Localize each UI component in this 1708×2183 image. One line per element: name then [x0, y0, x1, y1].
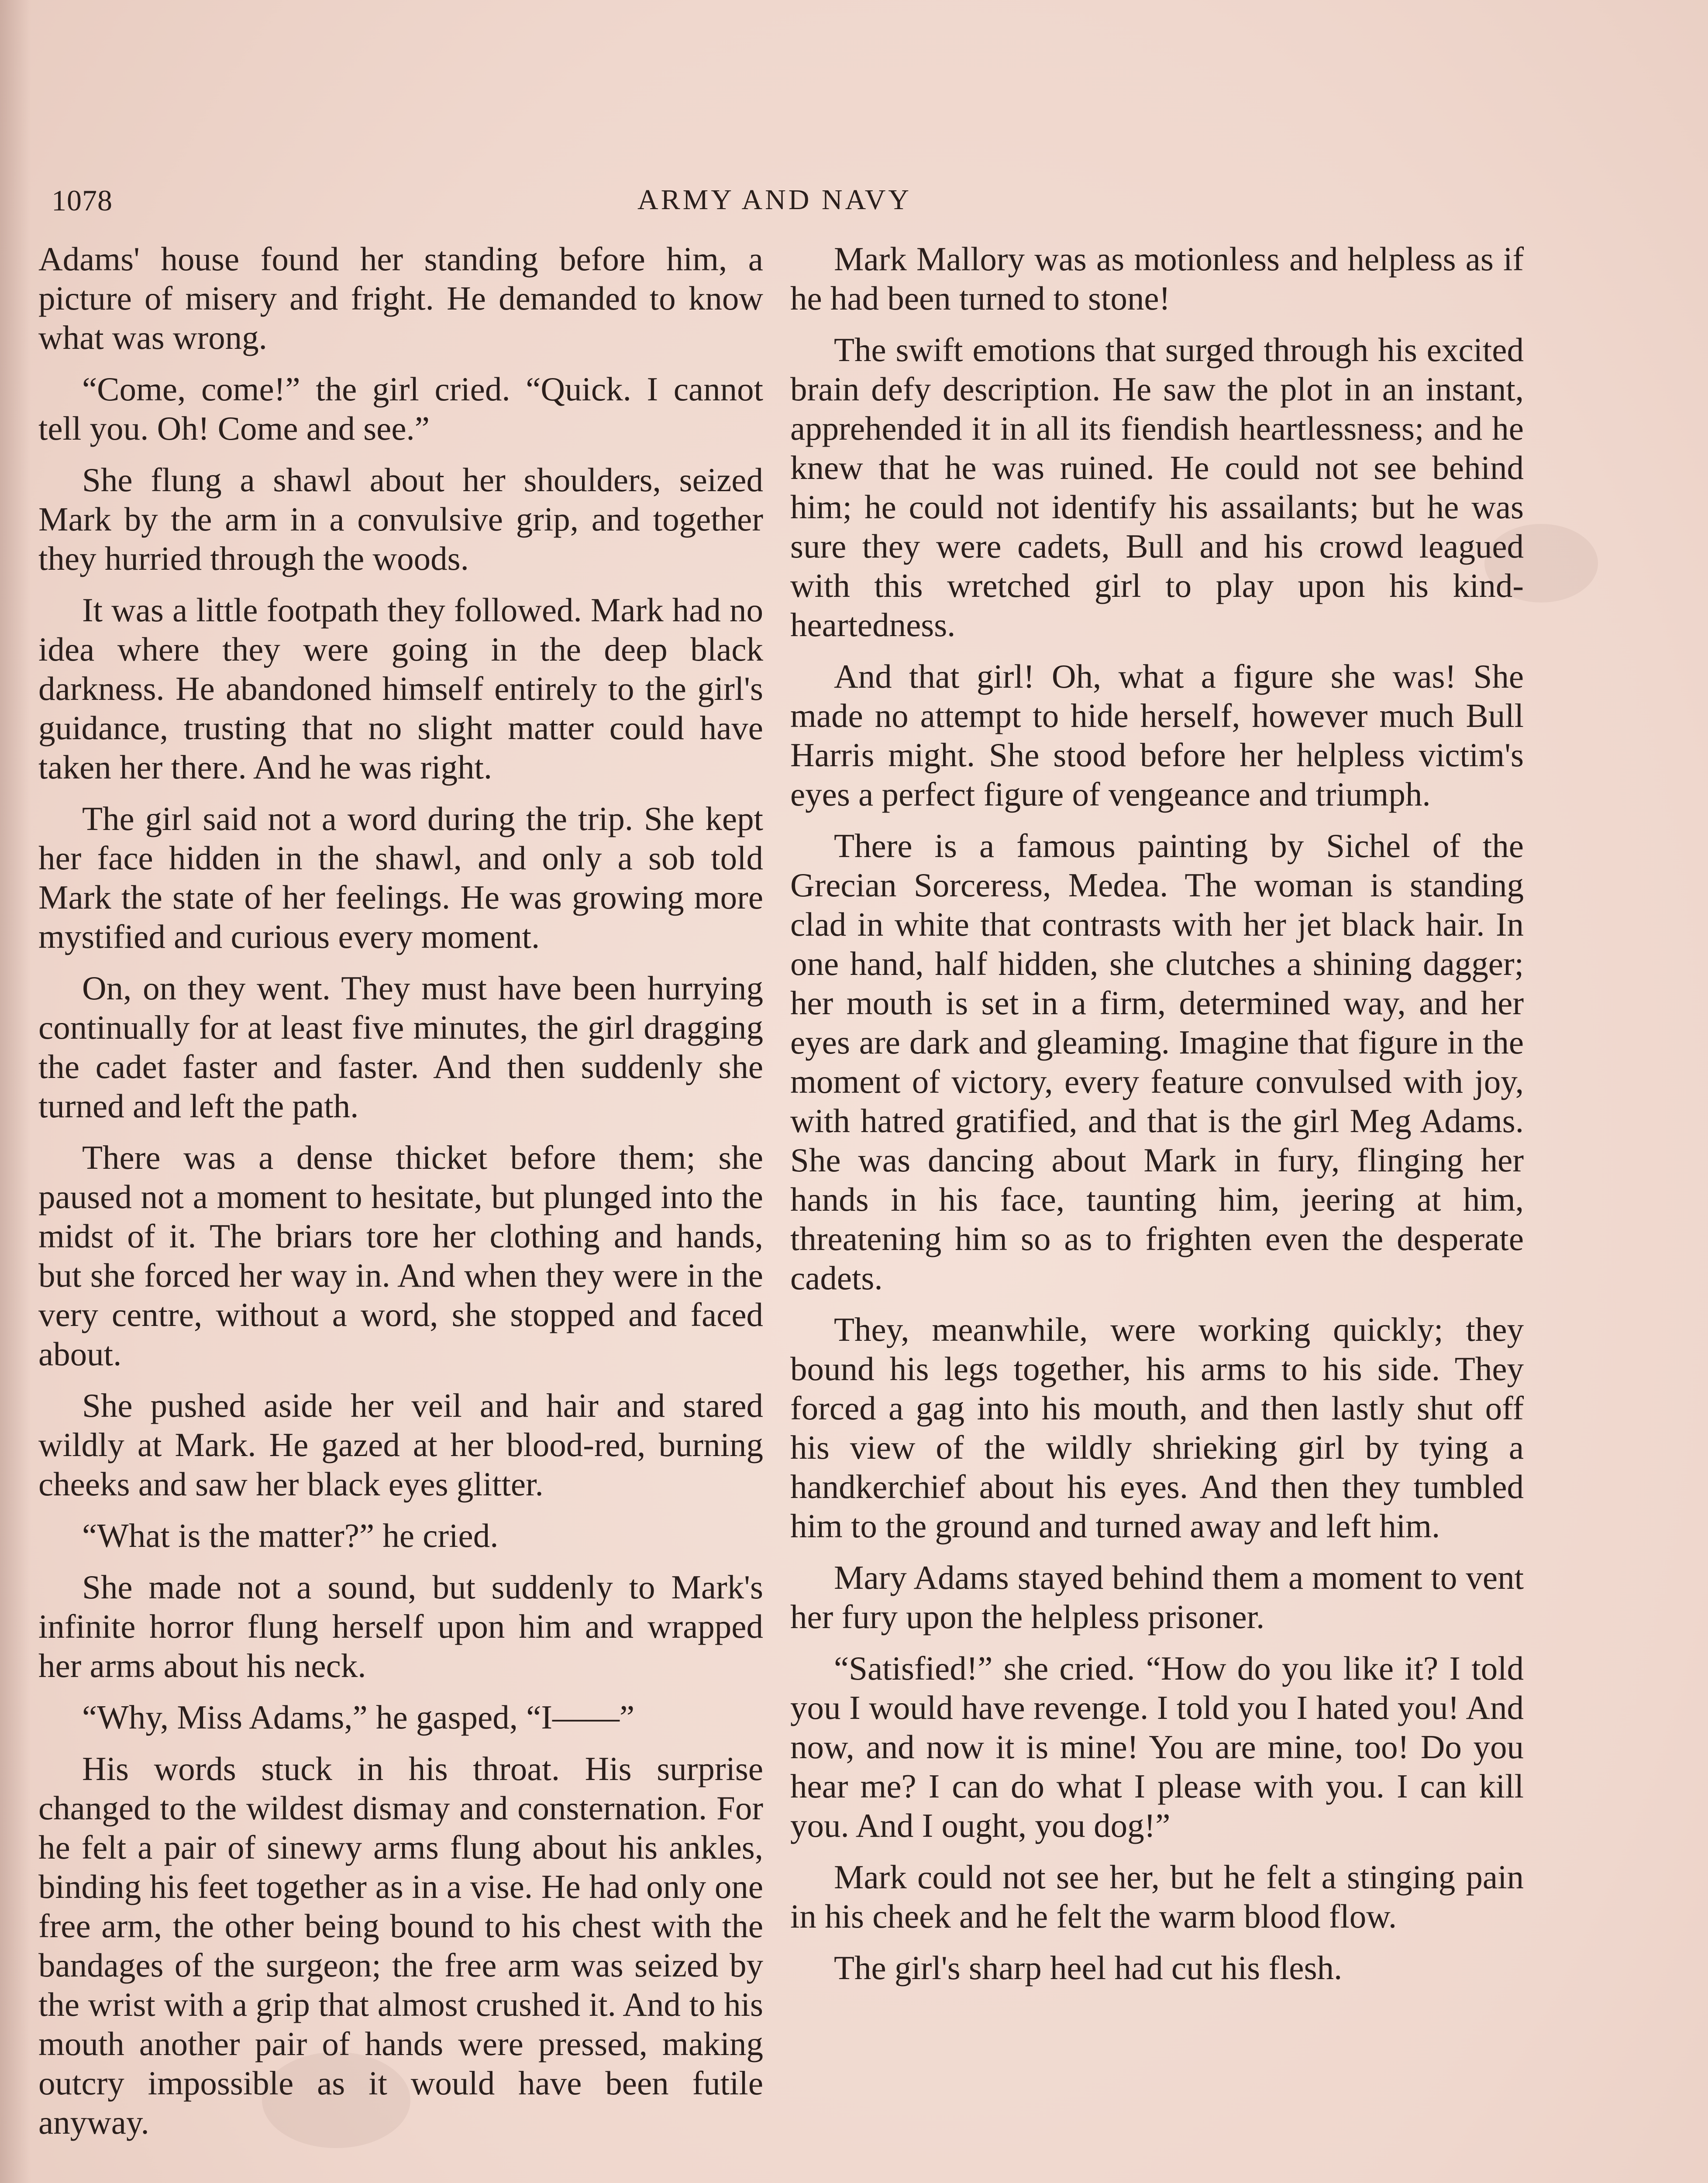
- paragraph: “Satisfied!” she cried. “How do you like it? I told you I would have revenge. I told you I hated you! And now, and now it is mine! You are mine, too! Do you hear me? I can do what I please with you. I can kill you. And I ought, you dog!”: [790, 1649, 1524, 1844]
- paragraph: It was a little footpath they followed. Mark had no idea where they were going in the deep black darkness. He abandoned himself entirely to the girl's guidance, trusting that no slight matter could have taken her there. And he was right.: [38, 591, 763, 786]
- paragraph: She made not a sound, but suddenly to Mark's infinite horror flung herself upon him and wrapped her arms about his neck.: [38, 1568, 763, 1684]
- paragraph: The girl said not a word during the trip. She kept her face hidden in the shawl, and only a sob told Mark the state of her feelings. He was growing more mystified and curious every moment.: [38, 800, 763, 955]
- spine-shadow: [0, 0, 31, 2183]
- paragraph: They, meanwhile, were working quickly; they bound his legs together, his arms to his side. They forced a gag into his mouth, and then lastly shut off his view of the wildly shrieking girl by tying a handkerchief about his eyes. And then they tumbled him to the ground and turned away and left him.: [790, 1311, 1524, 1545]
- paragraph: She pushed aside her veil and hair and stared wildly at Mark. He gazed at her blood-red, burning cheeks and saw her black eyes glitter.: [38, 1387, 763, 1503]
- paragraph: Mark Mallory was as motionless and helpless as if he had been turned to stone!: [790, 240, 1524, 317]
- right-column: [790, 239, 1524, 2000]
- paragraph: His words stuck in his throat. His surprise changed to the wildest dismay and consternation. For he felt a pair of sinewy arms flung about his ankles, binding his feet together as in a vise. He had only one free arm, the other being bound to his chest with the bandages of the surgeon; the free arm was seized by the wrist with a grip that almost crushed it. And to his mouth another pair of hands were pressed, making outcry impossible as it would have been futile anyway.: [38, 1750, 763, 2141]
- paragraph: “Come, come!” the girl cried. “Quick. I cannot tell you. Oh! Come and see.”: [38, 370, 763, 447]
- paragraph: The girl's sharp heel had cut his flesh.: [834, 1949, 1343, 1987]
- paragraph: On, on they went. They must have been hurrying continually for at least five minutes, the girl dragging the cadet faster and faster. And then suddenly she turned and left the path.: [38, 969, 763, 1125]
- paragraph: She flung a shawl about her shoulders, seized Mark by the arm in a convulsive grip, and together they hurried through the woods.: [38, 461, 763, 577]
- page-number: 1078: [52, 184, 113, 217]
- paragraph: And that girl! Oh, what a figure she was! She made no attempt to hide herself, however much Bull Harris might. She stood before her helpless victim's eyes a perfect figure of vengeance and triumph.: [790, 658, 1524, 813]
- paragraph: Mary Adams stayed behind them a moment to vent her fury upon the helpless prisoner.: [790, 1559, 1524, 1636]
- paragraph: The swift emotions that surged through his excited brain defy description. He saw the plot in an instant, apprehended it in all its fiendish heartlessness; and he knew that he was ruined. He could not see behind him; he could not identify his assailants; but he was sure they were cadets, Bull and his crowd leagued with this wretched girl to play upon his kind-heartedness.: [790, 331, 1524, 644]
- paragraph: “Why, Miss Adams,” he gasped, “I——”: [82, 1698, 635, 1736]
- left-column: [38, 239, 763, 2154]
- page-header: [0, 183, 1708, 236]
- paragraph: Adams' house found her standing before him, a picture of misery and fright. He demanded to know what was wrong.: [38, 240, 763, 356]
- paragraph: There was a dense thicket before them; she paused not a moment to hesitate, but plunged into the midst of it. The briars tore her clothing and hands, but she forced her way in. And when they were in the very centre, without a word, she stopped and faced about.: [38, 1139, 763, 1373]
- paragraph: “What is the matter?” he cried.: [82, 1517, 499, 1554]
- paragraph: Mark could not see her, but he felt a stinging pain in his cheek and he felt the warm blood flow.: [790, 1858, 1524, 1935]
- paragraph: There is a famous painting by Sichel of the Grecian Sorceress, Medea. The woman is standing clad in white that contrasts with her jet black hair. In one hand, half hidden, she clutches a shining dagger; her mouth is set in a firm, determined way, and her eyes are dark and gleaming. Imagine that figure in the moment of victory, every feature convulsed with joy, with hatred gratified, and that is the girl Meg Adams. She was dancing about Mark in fury, flinging her hands in his face, taunting him, jeering at him, threatening him so as to frighten even the desperate cadets.: [790, 827, 1524, 1297]
- running-head: ARMY AND NAVY: [637, 184, 912, 216]
